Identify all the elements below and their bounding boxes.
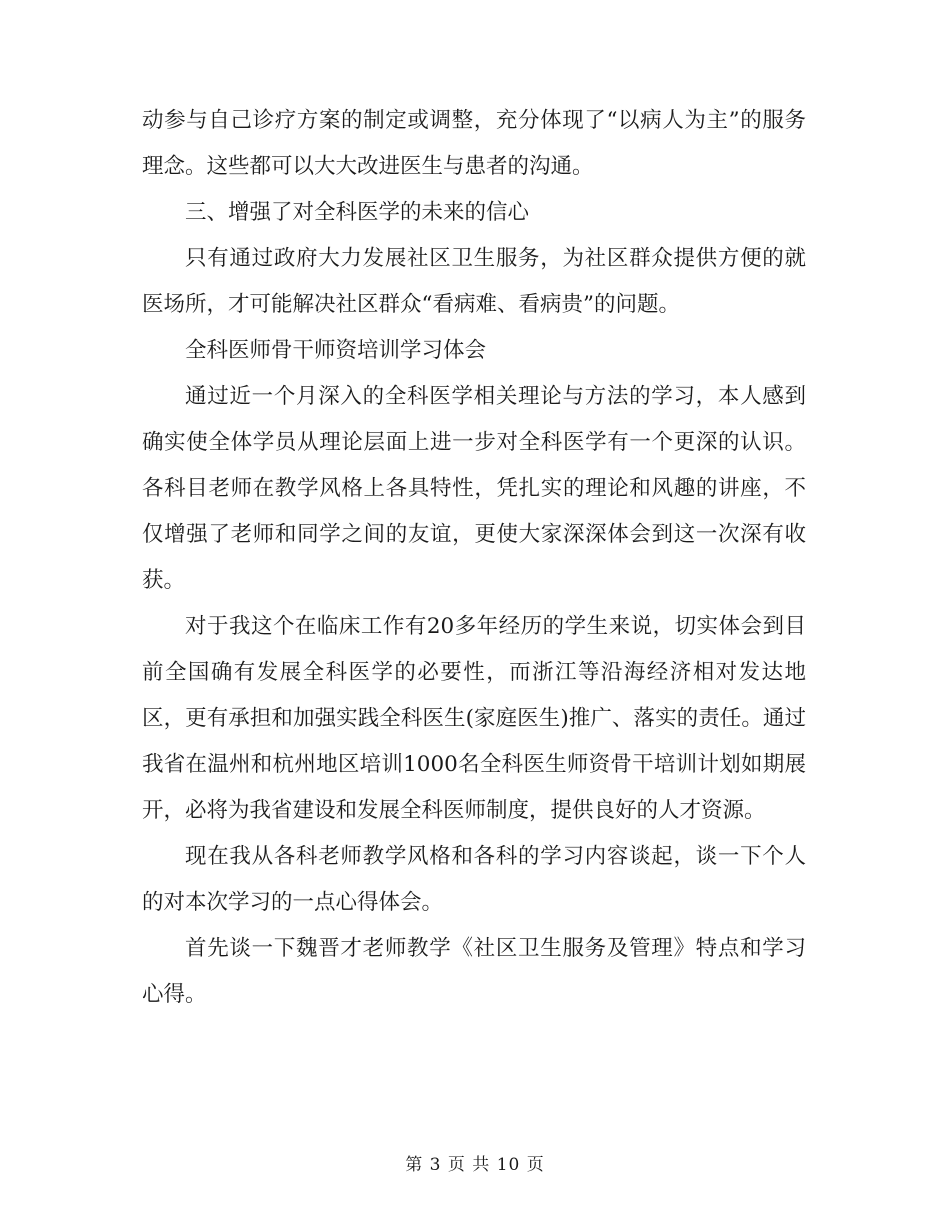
paragraph: 通过近一个月深入的全科医学相关理论与方法的学习，本人感到确实使全体学员从理论层面上进一步对全科医学有一个更深的认识。各科目老师在教学风格上各具特性，凭扎实的理论和风趣的讲座，不仅增强了老师和同学之间的友谊，更使大家深深体会到这一次深有收获。 xyxy=(142,384,806,593)
paragraph: 只有通过政府大力发展社区卫生服务，为社区群众提供方便的就医场所，才可能解决社区群众“看病难、看病贵”的问题。 xyxy=(142,246,806,317)
paragraph: 现在我从各科老师教学风格和各科的学习内容谈起，谈一下个人的对本次学习的一点心得体会。 xyxy=(142,844,806,915)
section-heading: 三、增强了对全科医学的未来的信心 xyxy=(185,200,530,225)
document-body xyxy=(142,98,806,1018)
paragraph: 对于我这个在临床工作有20多年经历的学生来说，切实体会到目前全国确有发展全科医学的必要性，而浙江等沿海经济相对发达地区，更有承担和加强实践全科医生(家庭医生)推广、落实的责任。通过我省在温州和杭州地区培训1000名全科医生师资骨干培训计划如期展开，必将为我省建设和发展全科医师制度，提供良好的人才资源。 xyxy=(142,614,806,823)
page-number-footer: 第 3 页 共 10 页 xyxy=(405,1155,545,1175)
paragraph: 首先谈一下魏晋才老师教学《社区卫生服务及管理》特点和学习心得。 xyxy=(142,936,806,1007)
article-title: 全科医师骨干师资培训学习体会 xyxy=(185,338,487,363)
paragraph-continuation: 动参与自己诊疗方案的制定或调整，充分体现了“以病人为主”的服务理念。这些都可以大大改进医生与患者的沟通。 xyxy=(142,108,806,179)
